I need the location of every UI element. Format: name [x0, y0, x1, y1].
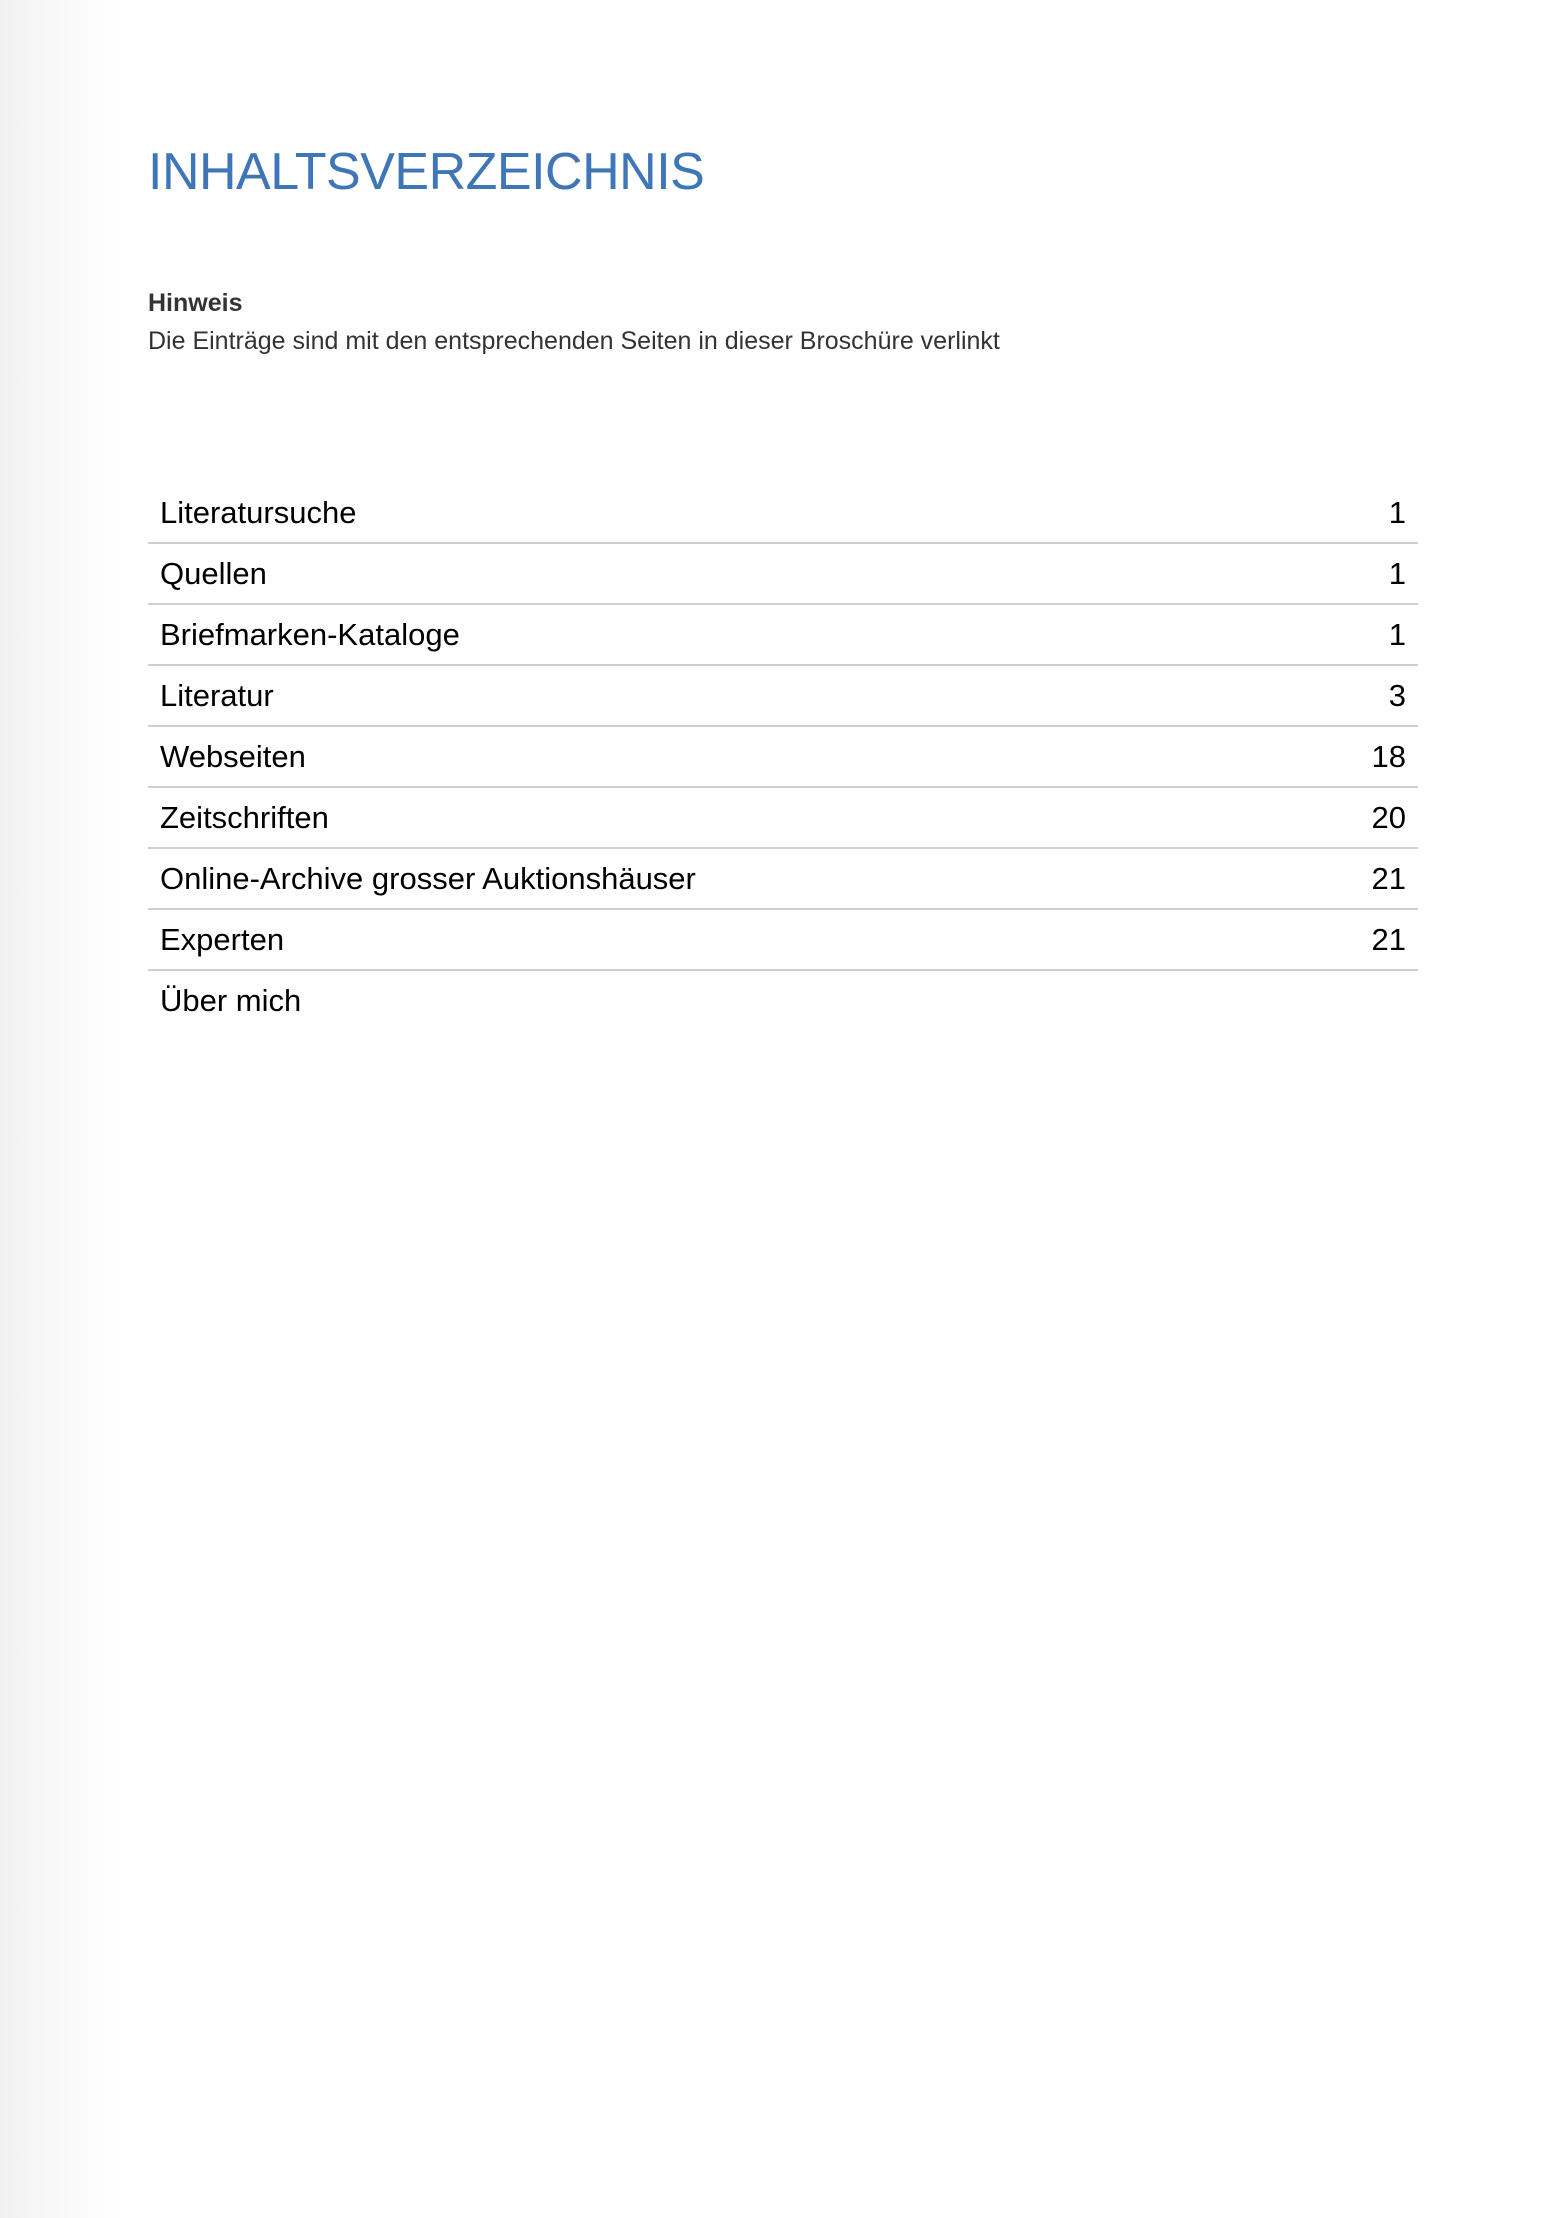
toc-entry-page-number: 21: [1371, 922, 1406, 957]
toc-entry-label: Online-Archive grosser Auktionshäuser: [160, 861, 696, 896]
table-of-contents: [148, 483, 1418, 1030]
toc-entry-label: Literatur: [160, 678, 274, 713]
toc-entry-label: Quellen: [160, 556, 267, 591]
note-text: Die Einträge sind mit den entsprechenden Seiten in dieser Broschüre verlinkt: [148, 327, 1000, 355]
toc-entry-label: Briefmarken-Kataloge: [160, 617, 460, 652]
toc-entry-experten[interactable]: [148, 910, 1418, 971]
toc-entry-label: Literatursuche: [160, 495, 357, 530]
toc-entry-literatursuche[interactable]: [148, 483, 1418, 544]
toc-entry-quellen[interactable]: [148, 544, 1418, 605]
toc-entry-online-archive[interactable]: [148, 849, 1418, 910]
toc-entry-zeitschriften[interactable]: [148, 788, 1418, 849]
toc-entry-briefmarken-kataloge[interactable]: [148, 605, 1418, 666]
toc-entry-page-number: 21: [1371, 861, 1406, 896]
toc-entry-label: Zeitschriften: [160, 800, 329, 835]
toc-entry-page-number: 18: [1371, 739, 1406, 774]
toc-entry-ueber-mich[interactable]: [148, 971, 1418, 1030]
page-title: INHALTSVERZEICHNIS: [148, 143, 705, 201]
page-edge-shadow: [0, 0, 120, 2218]
toc-entry-label: Experten: [160, 922, 285, 957]
toc-entry-label: Webseiten: [160, 739, 306, 774]
toc-entry-page-number: 1: [1388, 617, 1406, 652]
toc-entry-page-number: 1: [1388, 556, 1406, 591]
note-heading: Hinweis: [148, 289, 243, 317]
document-page: [148, 140, 1418, 1030]
toc-entry-label: Über mich: [160, 983, 302, 1018]
toc-entry-page-number: 20: [1371, 800, 1406, 835]
note-block: [148, 284, 1418, 360]
toc-entry-page-number: 3: [1388, 678, 1406, 713]
toc-entry-webseiten[interactable]: [148, 727, 1418, 788]
toc-entry-page-number: 1: [1388, 495, 1406, 530]
toc-entry-literatur[interactable]: [148, 666, 1418, 727]
